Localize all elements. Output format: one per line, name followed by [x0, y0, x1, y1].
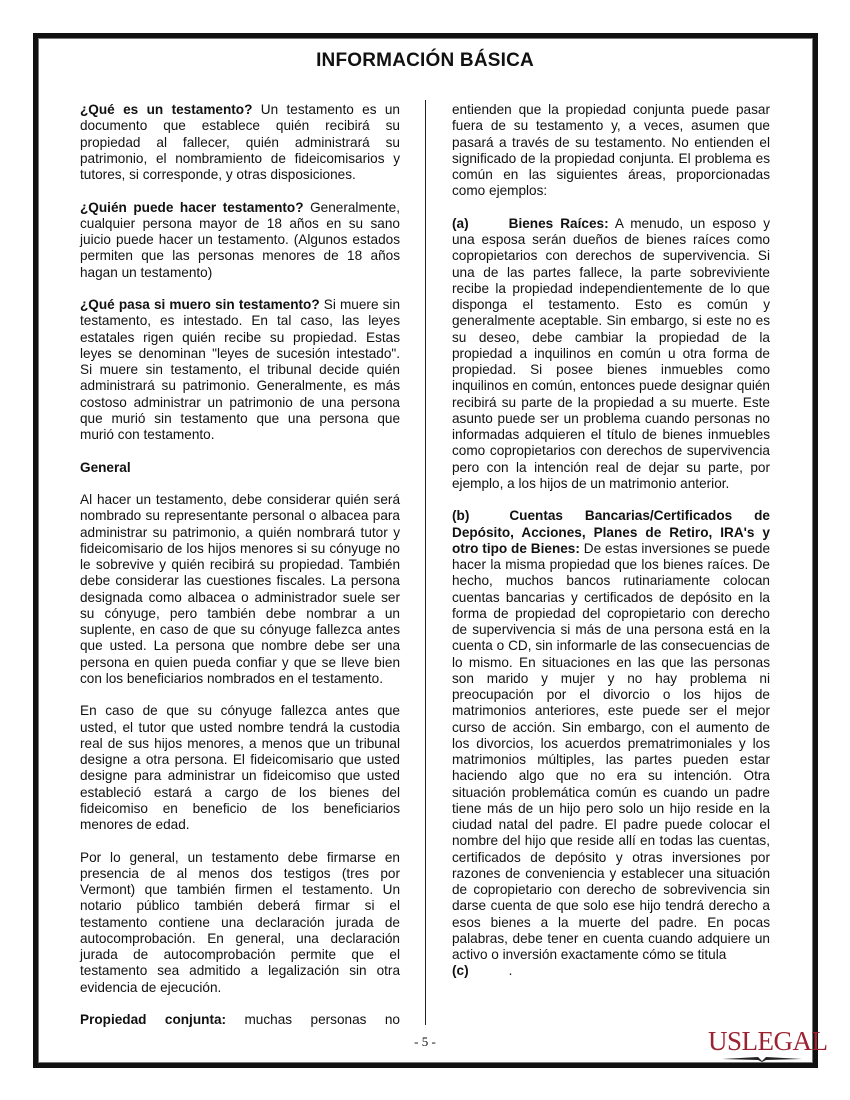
paragraph-who-can-make-will	[80, 200, 400, 281]
paragraph-joint-property	[80, 1012, 400, 1028]
item-text: De estas inversiones se puede hacer la misma propiedad que los bienes raíces. De hecho, muchos bancos rutinariamente colocan cuentas bancarias y certificados de depósito en la forma de propiedad del copropietario con derecho de supervivencia si más de una persona está en la cuenta o CD, sin informarle de las consecuencias de lo mismo. En situaciones en las que las personas son marido y mujer y no hay problema ni preocupación por el divorcio o los hijos de matrimonios anteriores, este puede ser el mejor curso de acción. Sin embargo, con el aumento de los divorcios, los acuerdos prematrimoniales y los matrimonios múltiples, las partes pueden estar haciendo algo que no era su intención. Otra situación problemática común es cuando un padre tiene más de un hijo pero solo un hijo reside en la ciudad natal del padre. El padre puede colocar el nombre del hijo que reside allí en todas las cuentas, certificados de depósito y otras inversiones por razones de conveniencia y establecer una situación de copropietario con derecho de sobrevivencia sin darse cuenta de que solo ese hijo tendrá derecho a esos bienes a la muerte del padre. En pocas palabras, debe tener en cuenta cuando adquiere un activo o inversión exactamente cómo se titula	[452, 540, 771, 962]
right-column	[452, 102, 770, 996]
item-heading: Cuentas Bancarias/Certificados de Depósito, Acciones, Planes de Retiro, IRA's y otro tipo de Bienes:	[452, 508, 770, 556]
paragraph-general-3: Por lo general, un testamento debe firmarse en presencia de al menos dos testigos (tres por Vermont) que también firmen el testamento. Un notario público también deberá firmar si el testamento contiene una declaración jurada de autocomprobación. En general, una declaración jurada de autocomprobación permite que el testamento sea admitido a legalización sin otra evidencia de ejecución.	[80, 849, 400, 995]
left-column	[80, 102, 400, 1045]
item-heading: Bienes Raíces:	[508, 215, 609, 231]
section-heading-general	[80, 460, 400, 476]
joint-property-heading: Propiedad conjunta:	[80, 1012, 227, 1027]
item-c	[452, 963, 770, 979]
item-label: (c)	[452, 963, 469, 979]
uslegal-logo	[708, 1026, 828, 1057]
question-heading: ¿Qué es un testamento?	[80, 102, 253, 117]
paragraph-general-2: En caso de que su cónyuge fallezca antes que usted, el tutor que usted nombre tendrá la custodia real de sus hijos menores, a menos que un tribunal designe a otra persona. El fideicomisario que usted designe para administrar un fideicomiso que usted estableció estará a cargo de los bienes del fideicomiso en beneficio de los beneficiarios menores de edad.	[80, 703, 400, 832]
logo-us: US	[708, 1026, 742, 1056]
paragraph-text: Generalmente, cualquier persona mayor de 18 años en su sano juicio puede hacer un testamento. (Algunos estados permiten que las personas menores de 18 años hagan un testamento)	[80, 199, 400, 280]
item-a-real-estate	[452, 216, 770, 492]
item-text: A menudo, un esposo y una esposa serán dueños de bienes raíces como copropietarios con derechos de supervivencia. Si una de las partes fallece, la parte sobreviviente recibe la propiedad independientemente de lo que disponga el testamento. Esto es común y generalmente aceptable. Sin embargo, si este no es su deseo, debe cambiar la propiedad de la propiedad a inquilinos en común u otra forma de propiedad. Si posee bienes inmuebles como inquilinos en común, entonces puede designar quién recibirá su parte de la propiedad a su muerte. Este asunto puede ser un problema cuando personas no informadas adquieren el título de bienes inmuebles como copropietarios con derechos de supervivencia pero con la intención real de dejar su parte, por ejemplo, a los hijos de un matrimonio anterior.	[452, 215, 771, 491]
column-divider	[425, 100, 426, 1025]
logo-legal: LEGAL	[741, 1026, 828, 1056]
item-label: (a)	[452, 215, 469, 231]
paragraph-die-without-will	[80, 297, 400, 443]
page-number: - 5 -	[414, 1034, 436, 1049]
logo-wing-icon	[722, 1056, 802, 1062]
paragraph-text: Si muere sin testamento, es intestado. En tal caso, las leyes estatales rigen quién recibe su propiedad. Estas leyes se denominan "leyes de sucesión intestado". Si muere sin testamento, el tribunal decide quién administrará su patrimonio. Generalmente, es más costoso administrar un patrimonio de una persona que murió sin testamento que una persona que murió con testamento.	[80, 297, 401, 442]
item-label: (b)	[452, 508, 470, 524]
item-text: .	[508, 963, 513, 979]
paragraph-general-1: Al hacer un testamento, debe considerar quién será nombrado su representante personal o albacea para administrar su patrimonio, a quién nombrará tutor y fideicomisario de los hijos menores si su cónyuge no le sobrevive y quién recibirá su propiedad. También debe considerar las cuestiones fiscales. La persona designada como albacea o administrador suele ser su cónyuge, pero también debe nombrar a un suplente, en caso de que su cónyuge fallezca antes que usted. La persona que nombre debe ser una persona en quien pueda confiar y que se lleve bien con los beneficiarios nombrados en el testamento.	[80, 492, 400, 686]
paragraph-text: Un testamento es un documento que establece quién recibirá su propiedad al fallecer, quién administrará su patrimonio, el nombramiento de fideicomisarios y tutores, si corresponde, y otras disposiciones.	[80, 102, 400, 182]
item-b-bank-accounts	[452, 508, 770, 963]
paragraph-what-is-will	[80, 102, 400, 183]
question-heading: ¿Quién puede hacer testamento?	[80, 199, 304, 215]
paragraph-joint-property-cont: entienden que la propiedad conjunta puede pasar fuera de su testamento y, a veces, asumen que pasará a través de su testamento. No entienden el significado de la propiedad conjunta. El problema es común en las siguientes áreas, proporcionadas como ejemplos:	[452, 102, 770, 199]
question-heading: ¿Qué pasa si muero sin testamento?	[80, 297, 320, 312]
paragraph-text: muchas personas no	[226, 1012, 400, 1027]
page-title: INFORMACIÓN BÁSICA	[316, 50, 534, 71]
heading-text: General	[80, 459, 131, 475]
